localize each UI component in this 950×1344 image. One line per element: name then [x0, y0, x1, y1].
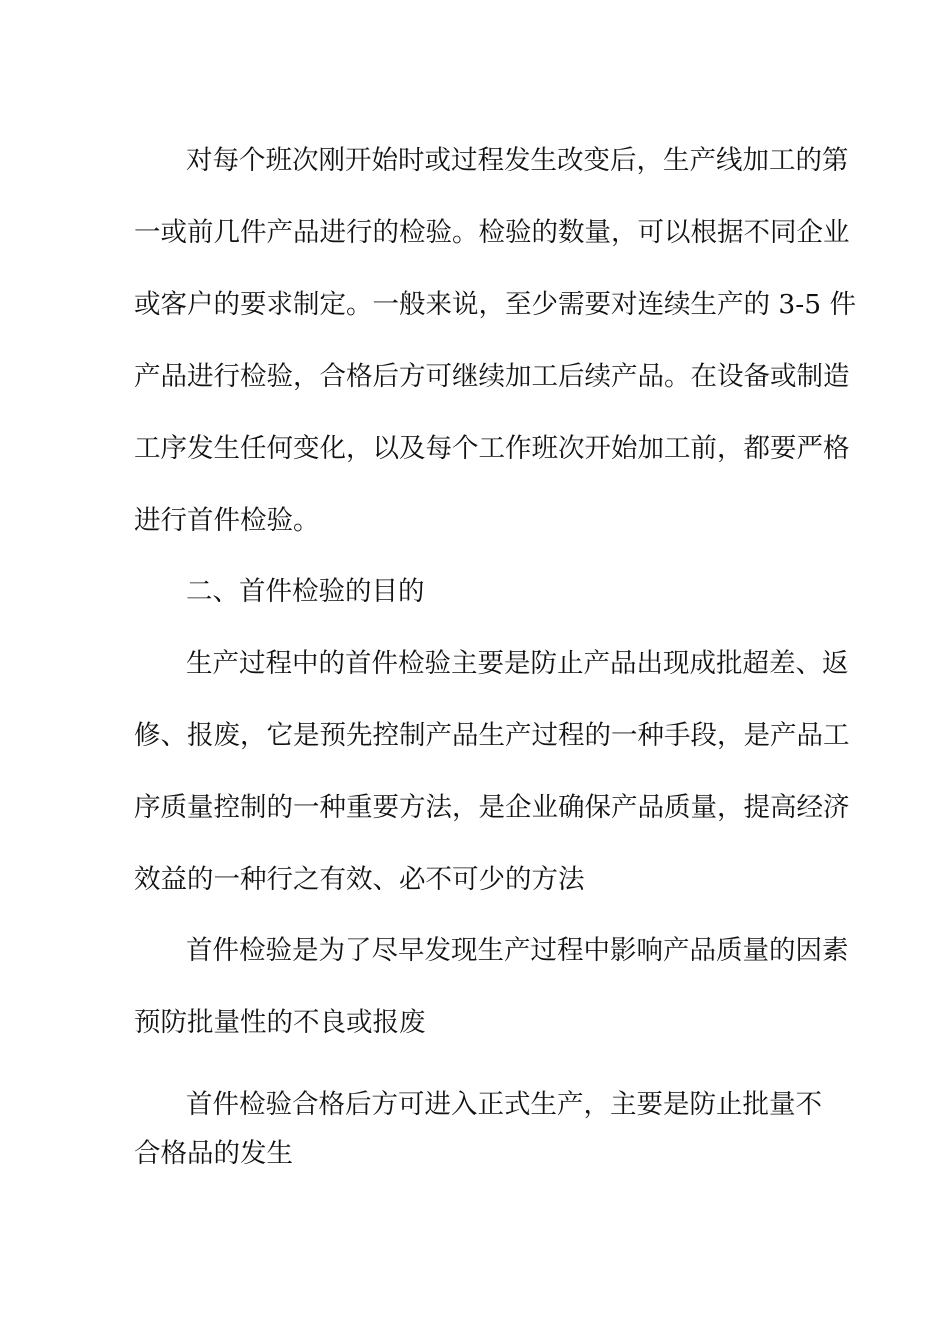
- paragraph-1-line-4: 产品进行检验，合格后方可继续加工后续产品。在设备或制造: [134, 361, 850, 392]
- paragraph-1-line-5: 工序发生任何变化，以及每个工作班次开始加工前，都要严格: [134, 433, 850, 464]
- paragraph-4-line-2: 合格品的发生: [134, 1138, 293, 1169]
- paragraph-2-line-3: 序质量控制的一种重要方法，是企业确保产品质量，提高经济: [134, 792, 850, 823]
- paragraph-2-line-1: 生产过程中的首件检验主要是防止产品出现成批超差、返: [186, 648, 849, 679]
- paragraph-1-line-1: 对每个班次刚开始时或过程发生改变后，生产线加工的第: [186, 145, 849, 176]
- paragraph-3-line-2: 预防批量性的不良或报废: [134, 1007, 426, 1038]
- paragraph-1-line-6: 进行首件检验。: [134, 505, 320, 536]
- paragraph-1-line-3: 或客户的要求制定。一般来说，至少需要对连续生产的 3-5 件: [134, 289, 857, 320]
- paragraph-3-line-1: 首件检验是为了尽早发现生产过程中影响产品质量的因素: [186, 935, 849, 966]
- paragraph-4-line-1: 首件检验合格后方可进入正式生产，主要是防止批量不: [186, 1089, 822, 1120]
- paragraph-2-line-2: 修、报废，它是预先控制产品生产过程的一种手段，是产品工: [134, 720, 850, 751]
- paragraph-1-line-2: 一或前几件产品进行的检验。检验的数量，可以根据不同企业: [134, 217, 850, 248]
- paragraph-2-line-4: 效益的一种行之有效、必不可少的方法: [134, 864, 585, 895]
- section-heading: 二、首件检验的目的: [186, 576, 425, 607]
